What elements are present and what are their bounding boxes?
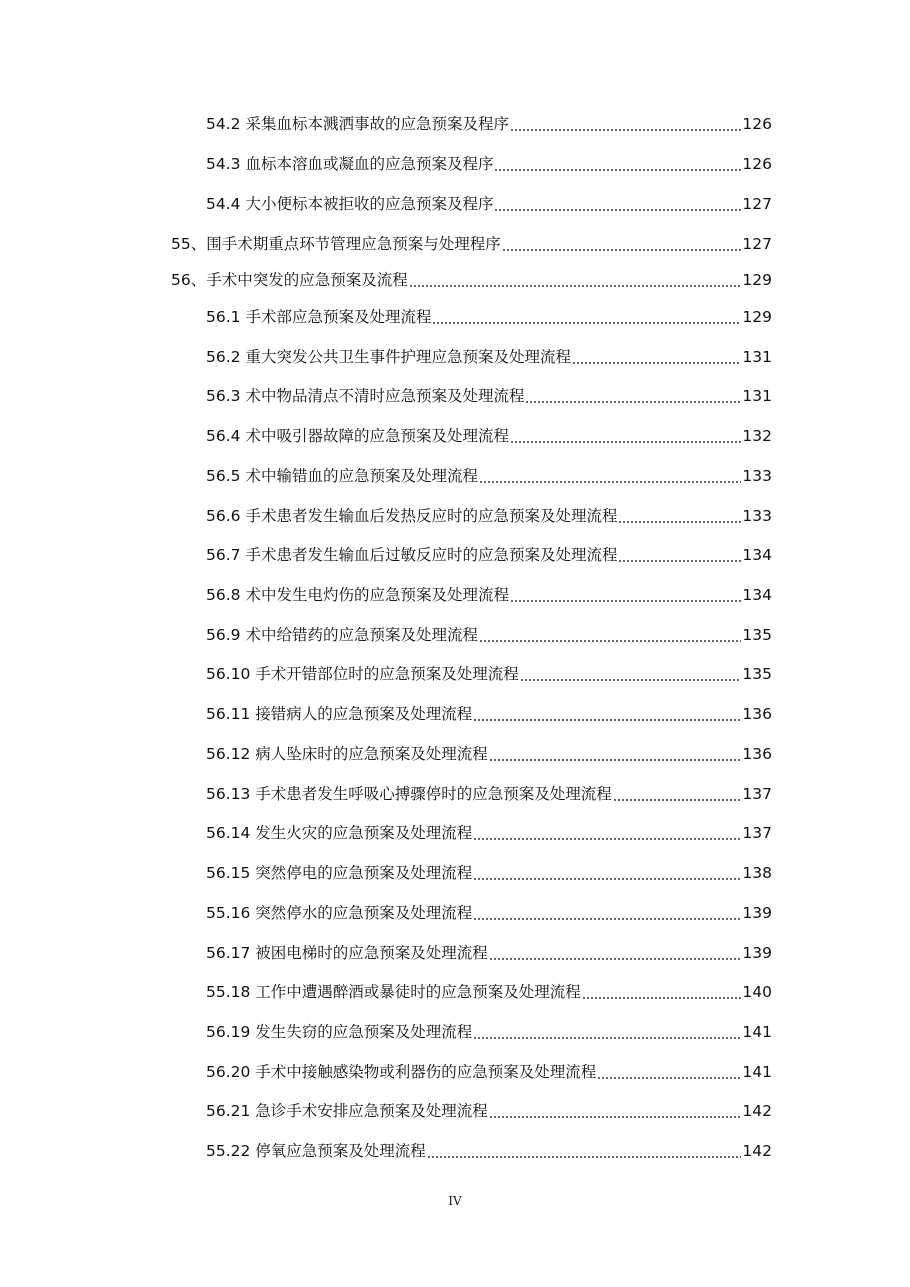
dot-leader: [479, 481, 741, 483]
toc-entry-title: 56.19 发生失窃的应急预案及处理流程: [206, 1023, 473, 1041]
toc-entry-title: 56.8 术中发生电灼伤的应急预案及处理流程: [206, 586, 509, 604]
dot-leader: [618, 521, 741, 523]
toc-entry[interactable]: [206, 583, 772, 607]
toc-entry-page: 142: [742, 1142, 772, 1160]
toc-entry-page: 126: [742, 115, 772, 133]
toc-entry-page: 129: [742, 308, 772, 326]
toc-entry-title: 54.3 血标本溶血或凝血的应急预案及程序: [206, 155, 494, 173]
toc-entry[interactable]: [206, 742, 772, 766]
toc-entry-page: 126: [742, 155, 772, 173]
dot-leader: [473, 719, 741, 721]
dot-leader: [427, 1156, 742, 1158]
toc-entry-page: 140: [742, 983, 772, 1001]
toc-entry[interactable]: [206, 424, 772, 448]
dot-leader: [494, 209, 741, 211]
toc-entry-title: 56.12 病人坠床时的应急预案及处理流程: [206, 745, 488, 763]
toc-entry[interactable]: [206, 464, 772, 488]
dot-leader: [520, 679, 742, 681]
dot-leader: [473, 838, 741, 840]
toc-entry-title: 56.4 术中吸引器故障的应急预案及处理流程: [206, 427, 509, 445]
dot-leader: [582, 997, 742, 999]
dot-leader: [618, 560, 741, 562]
toc-entry[interactable]: [206, 702, 772, 726]
toc-entry-title: 54.4 大小便标本被拒收的应急预案及程序: [206, 195, 494, 213]
toc-entry-title: 55.18 工作中遭遇醉酒或暴徒时的应急预案及处理流程: [206, 983, 581, 1001]
toc-entry-title: 56.10 手术开错部位时的应急预案及处理流程: [206, 665, 519, 683]
toc-entry-page: 141: [742, 1063, 772, 1081]
toc-entry-title: 55.16 突然停水的应急预案及处理流程: [206, 904, 473, 922]
toc-entry-title: 56、手术中突发的应急预案及流程: [171, 271, 408, 289]
dot-leader: [613, 799, 742, 801]
toc-entry[interactable]: [206, 1020, 772, 1044]
toc-entry-title: 56.13 手术患者发生呼吸心搏骤停时的应急预案及处理流程: [206, 785, 612, 803]
dot-leader: [409, 285, 742, 287]
toc-entry-page: 135: [742, 665, 772, 683]
toc-entry-title: 54.2 采集血标本溅洒事故的应急预案及程序: [206, 115, 509, 133]
dot-leader: [597, 1077, 741, 1079]
toc-entry[interactable]: [206, 345, 772, 369]
dot-leader: [473, 878, 741, 880]
toc-entry-title: 56.5 术中输错血的应急预案及处理流程: [206, 467, 478, 485]
dot-leader: [489, 958, 742, 960]
toc-entry[interactable]: [206, 1139, 772, 1163]
toc-entry-page: 139: [742, 904, 772, 922]
toc-entry[interactable]: [206, 782, 772, 806]
toc-entry-title: 56.7 手术患者发生输血后过敏反应时的应急预案及处理流程: [206, 546, 618, 564]
toc-entry-title: 56.14 发生火灾的应急预案及处理流程: [206, 824, 473, 842]
toc-entry-page: 134: [742, 546, 772, 564]
toc-entry[interactable]: [206, 662, 772, 686]
dot-leader: [473, 1037, 741, 1039]
toc-entry-title: 56.2 重大突发公共卫生事件护理应急预案及处理流程: [206, 348, 571, 366]
toc-entry-page: 136: [742, 705, 772, 723]
toc-entry-title: 55、围手术期重点环节管理应急预案与处理程序: [171, 235, 501, 253]
toc-entry[interactable]: [206, 504, 772, 528]
toc-entry[interactable]: [171, 232, 772, 256]
toc-entry-page: 135: [742, 626, 772, 644]
toc-entry-title: 56.9 术中给错药的应急预案及处理流程: [206, 626, 478, 644]
toc-entry[interactable]: [206, 305, 772, 329]
toc-entry[interactable]: [206, 861, 772, 885]
dot-leader: [510, 600, 741, 602]
dot-leader: [473, 918, 741, 920]
toc-entry-page: 137: [742, 785, 772, 803]
toc-entry[interactable]: [206, 152, 772, 176]
dot-leader: [510, 441, 741, 443]
toc-entry-title: 56.3 术中物品清点不清时应急预案及处理流程: [206, 387, 525, 405]
toc-entry[interactable]: [206, 543, 772, 567]
toc-entry-page: 127: [742, 195, 772, 213]
toc-entry-title: 56.11 接错病人的应急预案及处理流程: [206, 705, 473, 723]
toc-entry-title: 55.22 停氧应急预案及处理流程: [206, 1142, 426, 1160]
toc-entry[interactable]: [206, 192, 772, 216]
toc-entry[interactable]: [206, 384, 772, 408]
dot-leader: [432, 322, 741, 324]
toc-entry-title: 56.20 手术中接触感染物或利器伤的应急预案及处理流程: [206, 1063, 597, 1081]
toc-entry-page: 133: [742, 507, 772, 525]
toc-entry-page: 134: [742, 586, 772, 604]
dot-leader: [525, 401, 741, 403]
toc-entry[interactable]: [206, 821, 772, 845]
dot-leader: [502, 249, 742, 251]
toc-entry[interactable]: [206, 623, 772, 647]
dot-leader: [489, 1116, 742, 1118]
toc-entry-page: 131: [742, 387, 772, 405]
toc-entry-page: 129: [742, 271, 772, 289]
toc-entry-page: 132: [742, 427, 772, 445]
toc-entry-page: 141: [742, 1023, 772, 1041]
toc-entry-title: 56.1 手术部应急预案及处理流程: [206, 308, 432, 326]
toc-entry-title: 56.15 突然停电的应急预案及处理流程: [206, 864, 473, 882]
toc-entry-page: 142: [742, 1102, 772, 1120]
page-number: IV: [448, 1194, 462, 1208]
toc-entry-page: 131: [742, 348, 772, 366]
toc-entry-page: 137: [742, 824, 772, 842]
toc-entry[interactable]: [206, 1099, 772, 1123]
toc-entry[interactable]: [206, 1060, 772, 1084]
toc-entry-page: 136: [742, 745, 772, 763]
toc-entry-title: 56.17 被困电梯时的应急预案及处理流程: [206, 944, 488, 962]
toc-entry-page: 138: [742, 864, 772, 882]
dot-leader: [479, 640, 741, 642]
toc-entry-page: 127: [742, 235, 772, 253]
toc-entry-page: 139: [742, 944, 772, 962]
toc-entry[interactable]: [171, 268, 772, 292]
dot-leader: [572, 362, 741, 364]
toc-entry[interactable]: [206, 980, 772, 1004]
toc-entry-title: 56.21 急诊手术安排应急预案及处理流程: [206, 1102, 488, 1120]
dot-leader: [510, 129, 741, 131]
toc-entry[interactable]: [206, 901, 772, 925]
toc-entry-title: 56.6 手术患者发生输血后发热反应时的应急预案及处理流程: [206, 507, 618, 525]
toc-entry[interactable]: [206, 112, 772, 136]
dot-leader: [489, 759, 742, 761]
toc-entry[interactable]: [206, 941, 772, 965]
toc-entry-page: 133: [742, 467, 772, 485]
dot-leader: [494, 169, 741, 171]
